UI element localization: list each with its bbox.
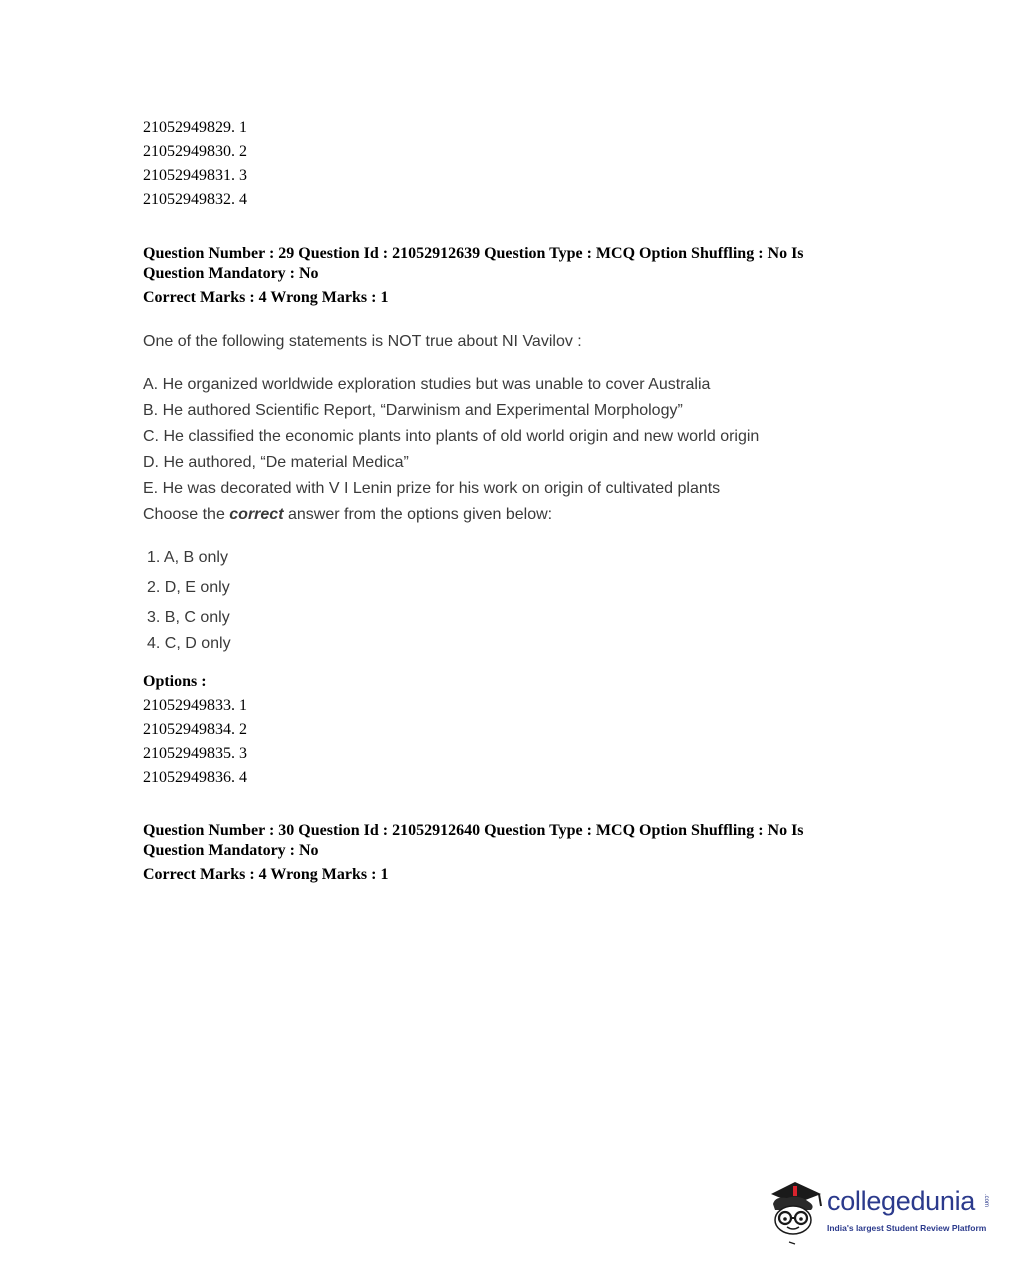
q29-statement-e: E. He was decorated with V I Lenin prize for his work on origin of cultivated plants — [143, 480, 721, 497]
q29-instruction-bold: correct — [229, 506, 284, 523]
q29-statement-c: C. He classified the economic plants into plants of old world origin and new world origin — [143, 428, 760, 445]
q30-marks: Correct Marks : 4 Wrong Marks : 1 — [143, 866, 389, 883]
q29-stem: One of the following statements is NOT true about NI Vavilov : — [143, 333, 582, 350]
q29-options-label: Options : — [143, 673, 207, 690]
q29-instruction — [143, 505, 552, 525]
q29-option-4: 21052949836. 4 — [143, 769, 247, 786]
q29-choice-2: 2. D, E only — [147, 579, 230, 596]
prev-option-3: 21052949831. 3 — [143, 167, 247, 184]
q30-header-line2: Question Mandatory : No — [143, 842, 319, 859]
q29-statement-b: B. He authored Scientific Report, “Darwinism and Experimental Morphology” — [143, 402, 683, 419]
q29-choice-1: 1. A, B only — [147, 549, 228, 566]
q29-statement-d: D. He authored, “De material Medica” — [143, 454, 409, 471]
prev-option-1: 21052949829. 1 — [143, 119, 247, 136]
q29-header-line1: Question Number : 29 Question Id : 21052912639 Question Type : MCQ Option Shuffling : No Is — [143, 245, 804, 262]
q29-choice-3: 3. B, C only — [147, 609, 230, 626]
prev-option-4: 21052949832. 4 — [143, 191, 247, 208]
q29-statement-a: A. He organized worldwide exploration studies but was unable to cover Australia — [143, 376, 711, 393]
q29-marks: Correct Marks : 4 Wrong Marks : 1 — [143, 289, 389, 306]
q29-header-line2: Question Mandatory : No — [143, 265, 319, 282]
collegedunia-logo — [765, 1176, 995, 1248]
q29-choice-4: 4. C, D only — [147, 635, 231, 652]
q29-option-3: 21052949835. 3 — [143, 745, 247, 762]
prev-option-2: 21052949830. 2 — [143, 143, 247, 160]
logo-domain-suffix: .com — [983, 1194, 989, 1208]
mascot-icon — [765, 1176, 825, 1248]
q29-option-1: 21052949833. 1 — [143, 697, 247, 714]
q29-instruction-post: answer from the options given below: — [283, 506, 553, 523]
logo-wordmark: collegedunia — [827, 1186, 976, 1216]
logo-tagline: India's largest Student Review Platform — [827, 1223, 987, 1233]
q29-option-2: 21052949834. 2 — [143, 721, 247, 738]
q29-instruction-pre: Choose the — [143, 506, 230, 523]
q30-header-line1: Question Number : 30 Question Id : 21052912640 Question Type : MCQ Option Shuffling : No Is — [143, 822, 804, 839]
